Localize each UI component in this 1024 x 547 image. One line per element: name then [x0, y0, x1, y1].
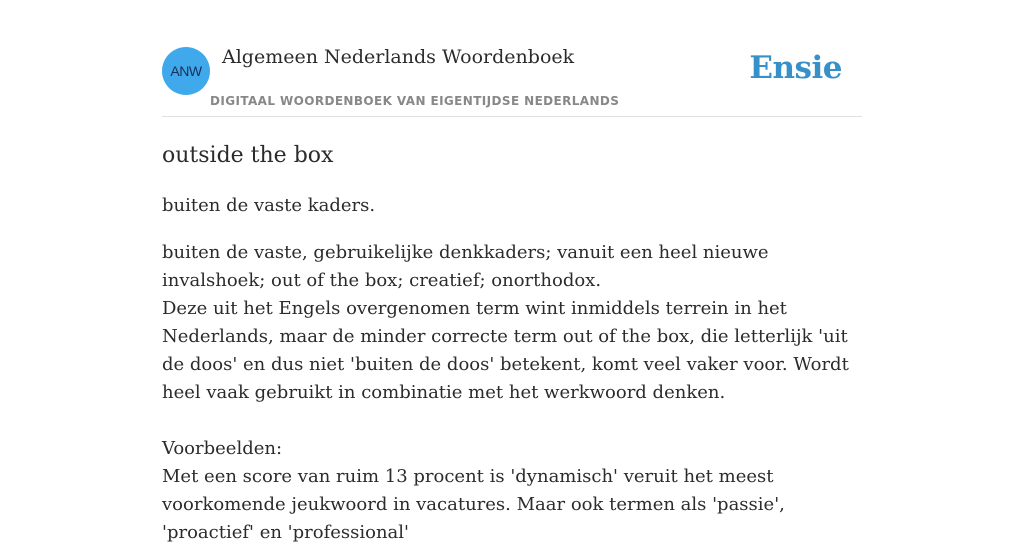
site-title[interactable]: Algemeen Nederlands Woordenboek — [222, 46, 575, 68]
site-subtitle: DIGITAAL WOORDENBOEK VAN EIGENTIJDSE NEDERLANDS — [210, 94, 620, 108]
entry-term: outside the box — [162, 143, 334, 168]
usage-note-paragraph: Deze uit het Engels overgenomen term wint inmiddels terrein in het Nederlands, maar de minder correcte term out of the box, die letterlijk 'uit de doos' en dus niet 'buiten de doos' betekent, komt veel vaker voor. Wordt heel vaak gebruikt in combinatie met het werkwoord denken. — [162, 298, 849, 403]
page — [162, 0, 862, 547]
ensie-logo[interactable]: Ensie — [749, 50, 842, 86]
short-definition: buiten de vaste kaders. — [162, 195, 376, 216]
site-header — [162, 0, 862, 117]
definition-paragraph: buiten de vaste, gebruikelijke denkkaders; vanuit een heel nieuwe invalshoek; out of the box; creatief; onorthodox. — [162, 242, 769, 291]
spacer — [162, 407, 862, 435]
examples-heading: Voorbeelden: — [162, 438, 283, 459]
example-paragraph: Met een score van ruim 13 procent is 'dynamisch' veruit het meest voorkomende jeukwoord in vacatures. Maar ook termen als 'passie', 'proactief' en 'professional' — [162, 466, 785, 543]
anw-logo[interactable] — [162, 47, 210, 95]
logo-text: ANW — [170, 63, 202, 79]
long-definition — [162, 239, 862, 547]
